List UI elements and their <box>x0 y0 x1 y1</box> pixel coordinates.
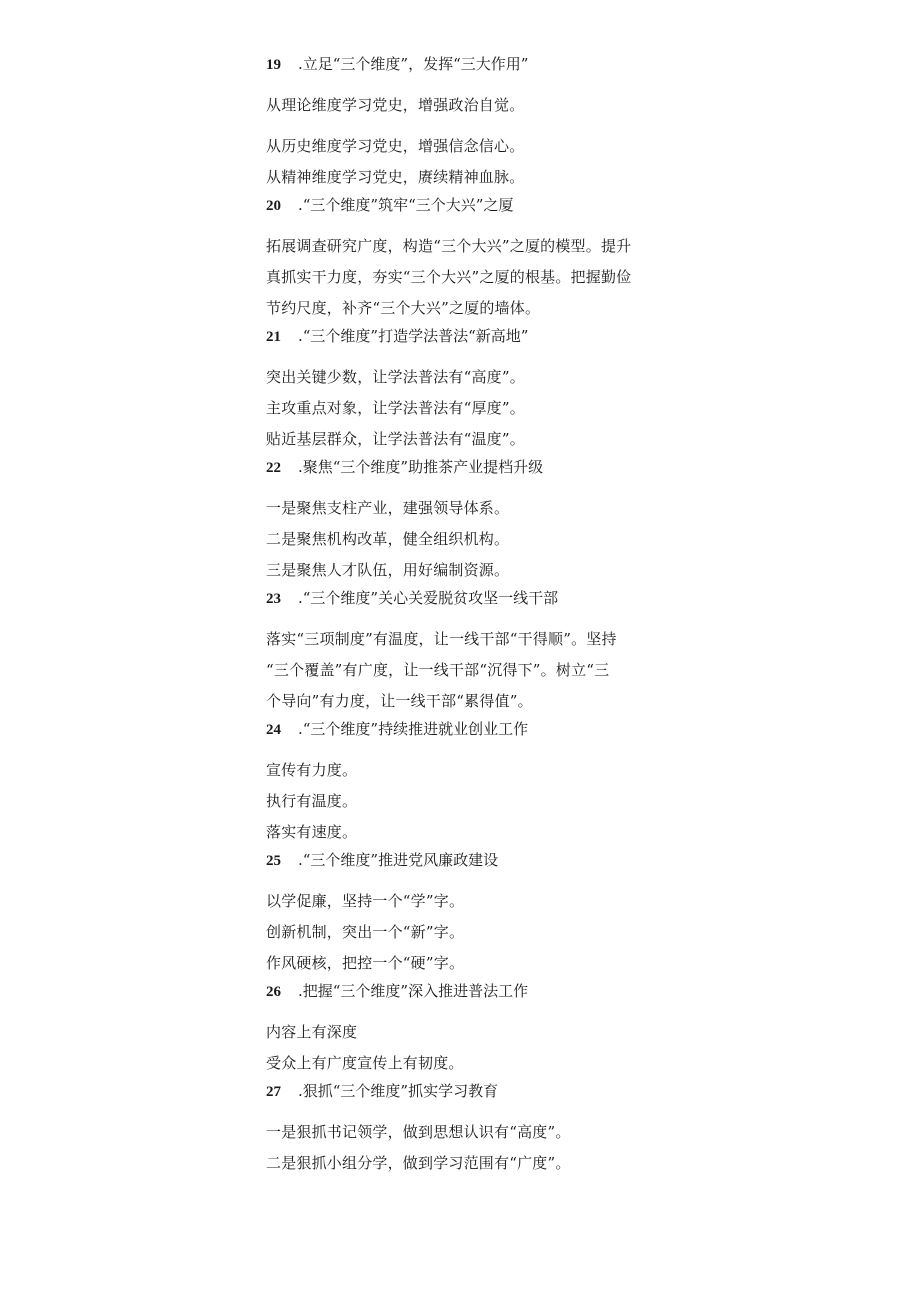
section-number: 21 <box>266 329 281 345</box>
section-heading <box>266 455 706 479</box>
body-line: 真抓实干力度，夯实“三个大兴”之厦的根基。把握勤俭 <box>266 268 632 286</box>
section-title: .“三个维度”筑牢“三个大兴”之厦 <box>298 196 514 214</box>
section-20 <box>266 193 706 324</box>
body-line: 受众上有广度宣传上有韧度。 <box>266 1054 464 1072</box>
section-19 <box>266 52 706 193</box>
body-line: 一是聚焦支柱产业，建强领导体系。 <box>266 499 510 517</box>
body-line: 节约尺度，补齐“三个大兴”之厦的墙体。 <box>266 299 541 317</box>
body-line: 个导向”有力度，让一线干部“累得值”。 <box>266 692 533 710</box>
section-25 <box>266 848 706 979</box>
section-heading <box>266 848 706 872</box>
section-23 <box>266 586 706 717</box>
section-title: .“三个维度”打造学法普法“新高地” <box>298 327 529 345</box>
body-line: 作风硬核，把控一个“硬”字。 <box>266 954 465 972</box>
body-line: 从理论维度学习党史，增强政治自觉。 <box>266 96 525 114</box>
section-title: .“三个维度”推进党风廉政建设 <box>298 851 499 869</box>
section-21 <box>266 324 706 455</box>
section-heading <box>266 717 706 741</box>
section-heading <box>266 193 706 217</box>
body-line: 主攻重点对象，让学法普法有“厚度”。 <box>266 399 525 417</box>
body-line: 突出关键少数，让学法普法有“高度”。 <box>266 368 525 386</box>
section-number: 20 <box>266 198 281 214</box>
section-heading <box>266 324 706 348</box>
body-line: 二是聚焦机构改革，健全组织机构。 <box>266 530 510 548</box>
section-number: 19 <box>266 57 281 73</box>
section-number: 27 <box>266 1084 281 1100</box>
section-title: .立足“三个维度”，发挥“三大作用” <box>298 55 529 73</box>
section-title: .“三个维度”持续推进就业创业工作 <box>298 720 529 738</box>
section-title: .狠抓“三个维度”抓实学习教育 <box>298 1082 499 1100</box>
section-title: .“三个维度”关心关爱脱贫攻坚一线干部 <box>298 589 559 607</box>
section-24 <box>266 717 706 848</box>
body-line: “三个覆盖”有广度，让一线干部“沉得下”。树立“三 <box>266 661 610 679</box>
section-number: 22 <box>266 460 281 476</box>
section-title: .聚焦“三个维度”助推茶产业提档升级 <box>298 458 544 476</box>
section-number: 24 <box>266 722 281 738</box>
section-heading <box>266 52 706 76</box>
section-number: 23 <box>266 591 281 607</box>
section-26 <box>266 979 706 1079</box>
section-heading <box>266 1079 706 1103</box>
body-line: 落实“三项制度”有温度，让一线干部“干得顺”。坚持 <box>266 630 617 648</box>
section-22 <box>266 455 706 586</box>
document-page <box>266 52 706 1179</box>
body-line: 以学促廉，坚持一个“学”字。 <box>266 892 465 910</box>
section-heading <box>266 979 706 1003</box>
section-27 <box>266 1079 706 1179</box>
section-number: 25 <box>266 853 281 869</box>
body-line: 落实有速度。 <box>266 823 358 841</box>
body-line: 执行有温度。 <box>266 792 358 810</box>
body-line: 宣传有力度。 <box>266 761 358 779</box>
body-line: 内容上有深度 <box>266 1023 358 1041</box>
body-line: 创新机制，突出一个“新”字。 <box>266 923 465 941</box>
body-line: 三是聚焦人才队伍，用好编制资源。 <box>266 561 510 579</box>
body-line: 从历史维度学习党史，增强信念信心。 <box>266 137 525 155</box>
section-number: 26 <box>266 984 281 1000</box>
section-title: .把握“三个维度”深入推进普法工作 <box>298 982 529 1000</box>
body-line: 二是狠抓小组分学，做到学习范围有“广度”。 <box>266 1154 571 1172</box>
body-line: 拓展调查研究广度，构造“三个大兴”之厦的模型。提升 <box>266 237 632 255</box>
body-line: 一是狠抓书记领学，做到思想认识有“高度”。 <box>266 1123 571 1141</box>
body-line: 从精神维度学习党史，赓续精神血脉。 <box>266 168 525 186</box>
body-line: 贴近基层群众，让学法普法有“温度”。 <box>266 430 525 448</box>
section-heading <box>266 586 706 610</box>
